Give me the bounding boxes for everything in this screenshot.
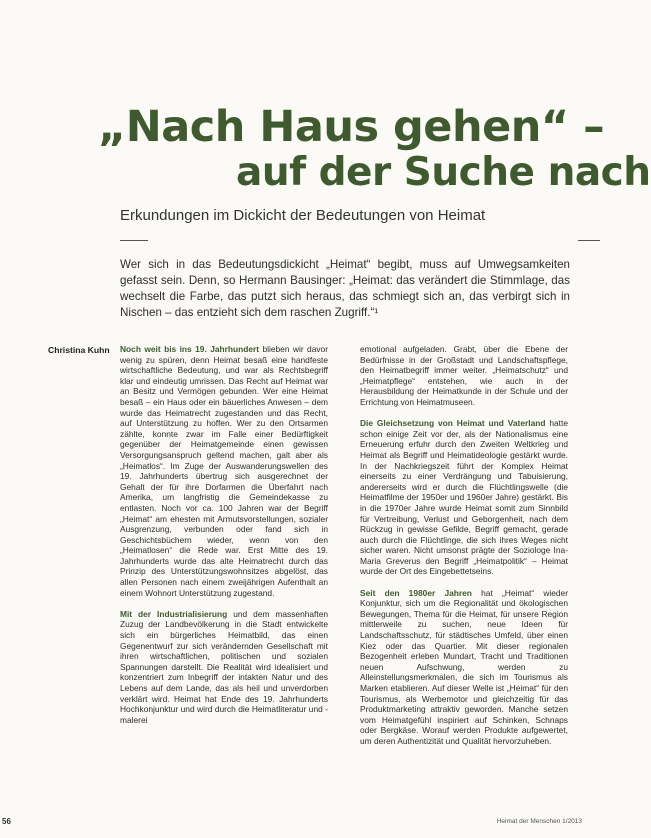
text-column-1 xyxy=(120,344,328,736)
paragraph-lead: Noch weit bis ins 19. Jahrhundert xyxy=(120,344,260,354)
page-title-line-2: auf der Suche nach xyxy=(236,150,651,195)
paragraph-text: hat „Heimat“ wieder Konjunktur, sich um die Regionalität und ökologischen Bewegungen, Thema für die Heimat, für unsere Region mittlerweile zu suchen, neue Ideen für Landschaftsschutz, für städtisches Umfeld, über einen Kiez oder das Quartier. Mit dieser regionalen Bezogenheit erleben Mundart, Tracht und Traditionen neuen Aufschwung, werden zu Alleinstellungsmerkmalen, die sich im Tourismus als Marken etablieren. Auf dieser Welle ist „Heimat“ für den Tourismus, als Werbemotor und gleichzeitig für das Produktmarketing attraktiv geworden. Manche setzen vom Heimatgefühl inspiriert auf Schinken, Schnaps oder Bergkäse. Worauf werden Produkte aufgewertet, um deren Authentizität und Qualität hervorzuheben. xyxy=(360,587,568,746)
subtitle: Erkundungen im Dickicht der Bedeutungen von Heimat xyxy=(120,207,486,224)
subtitle-rule-right xyxy=(578,240,600,241)
subtitle-rule xyxy=(120,240,148,241)
page-title-line-1: „Nach Haus gehen“ – xyxy=(98,102,605,152)
author-name: Christina Kuhn xyxy=(48,345,110,355)
paragraph xyxy=(360,588,568,747)
paragraph-text: hatte schon einige Zeit vor der, als der Nationalismus eine Erneuerung erfuhr durch den Zweiten Weltkrieg und Heimat als Begriff und Heimatideologie gestärkt wurde. In der Nachkriegszeit führt der Komplex Heimat einerseits zu einer Verdrängung und Tabuisierung, andererseits wird er durch die Flüchtlingswelle (die Heimatfilme der 1950er und 1960er Jahre) gestärkt. Bis in die 1970er Jahre wurde Heimat somit zum Sinnbild für Vertreibung, Verlust und Geborgenheit, nach dem Rückzug in gewisse Gefilde, Begriff gemacht, gerade auch durch die Flüchtlinge, die sich ihres Weges nicht sicher waren. Nicht umsonst prägte der Soziologe Ina-Maria Greverus den Begriff „Heimatpolitik“ – Heimat wurde der Ort des Eingebettetseins. xyxy=(360,418,568,577)
paragraph xyxy=(120,344,328,598)
publication-footer: Heimat der Menschen 1/2013 xyxy=(496,818,582,825)
paragraph-text: emotional aufgeladen. Grabt, über die Ebene der Bedürfnisse in der Großstadt und Landschaftspflege, den Heimatbegriff immer weiter. „Heimatschutz“ und „Heimatpflege“ entstehen, wie auch in der Herausbildung der Heimatkunde in der Schule und der Errichtung von Heimatmuseen. xyxy=(360,344,568,407)
paragraph xyxy=(120,609,328,726)
paragraph xyxy=(360,344,568,408)
paragraph-text: blieben wir davor wenig zu spüren, denn Heimat besaß eine handfeste wirtschaftliche Bedeutung, und war als Rechtsbegriff klar und eindeutig umrissen. Das Recht auf Heimat war an Besitz und Vermögen gebunden. Wer eine Heimat besaß – ein Haus oder ein bäuerliches Anwesen – dem wurde das Heimatrecht zugestanden und das Recht, auf Unterstützung zu hoffen. Wer zu den Ortsarmen zählte, konnte zwar im Falle einer Bedürftigkeit gegenüber der Heimatgemeinde einen gewissen Versorgungsanspruch geltend machen, galt aber als „Heimatlos“. Im Zuge der Auswanderungswellen des 19. Jahrhunderts übertrug sich ausgerechnet der Gehalt der für ihre Dorfarmen die Überfahrt nach Amerika, um langfristig die Gemeindekasse zu entlasten. Noch vor ca. 100 Jahren war der Begriff „Heimat“ am ehesten mit Armutsvorstellungen, sozialer Ausgrenzung, verbunden oder fand sich in Geschichtsbüchern wieder, wenn von den „Heimatlosen“ die Rede war. Erst Mitte des 19. Jahrhunderts wurde das alte Heimatrecht durch das Prinzip des Unterstützungswohnsitzes abgelöst, das allen Personen nach einem zweijährigen Aufenthalt an einem Wohnort Unterstützung zugestand. xyxy=(120,344,328,598)
paragraph-lead: Die Gleichsetzung von Heimat und Vaterland xyxy=(360,418,546,429)
paragraph-lead: Mit der Industrialisierung xyxy=(120,608,228,619)
paragraph-lead: Seit den 1980er Jahren xyxy=(360,587,472,598)
page-number: 56 xyxy=(2,817,11,826)
paragraph-text: und dem massenhaften Zuzug der Landbevölkerung in die Stadt entwickelte sich ein bürgerliches Heimatbild, das einen Gegenentwurf zur sich verändernden Gesellschaft mit ihren wirtschaftlichen, politischen und sozialen Spannungen darstellt. Die Realität wird idealisiert und konzentriert zum Inbegriff der intakten Natur und des Lebens auf dem Lande, das als heil und unverdorben verklärt wird. Heimat hat Ende des 19. Jahrhunderts Hochkonjunktur und wird durch die Heimatliteratur und -malerei xyxy=(120,608,329,725)
intro-paragraph: Wer sich in das Bedeutungsdickicht „Heimat“ begibt, muss auf Umwegsamkeiten gefasst sein. Denn, so Hermann Bausinger: „Heimat: das verändert die Stimmlage, das wechselt die Farbe, das putzt sich heraus, das schmiegt sich an, das verbirgt sich in Nischen – das entzieht sich dem raschen Zugriff.“¹ xyxy=(120,258,570,319)
paragraph xyxy=(360,418,568,577)
text-column-2 xyxy=(360,344,568,757)
